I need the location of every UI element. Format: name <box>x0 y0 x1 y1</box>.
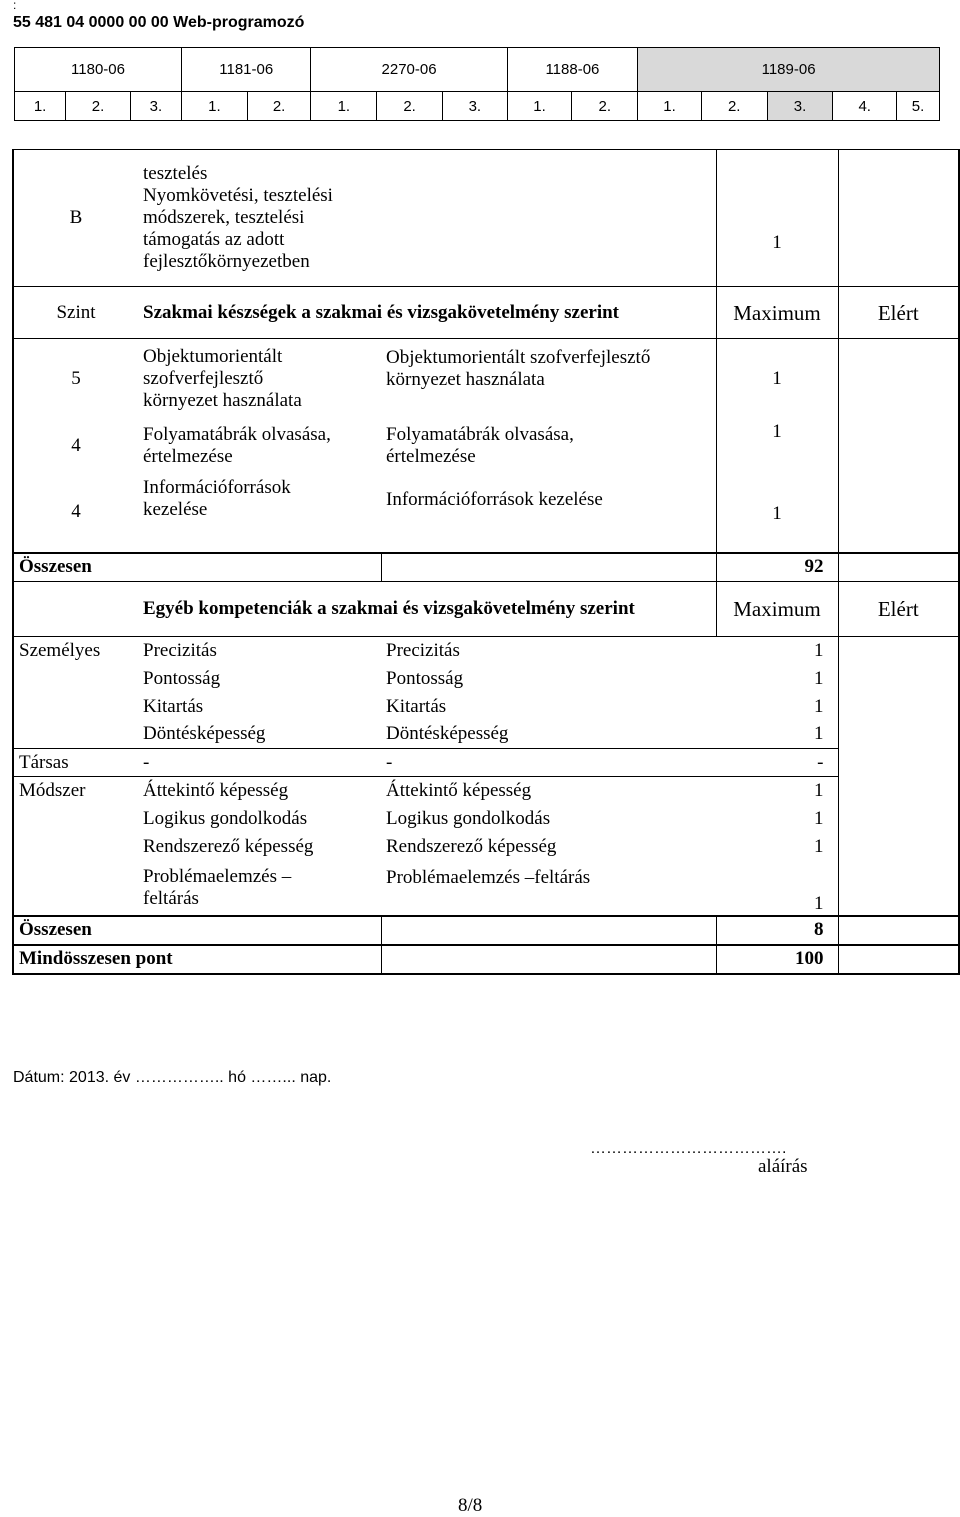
max-value: 1 <box>814 723 824 745</box>
achieved-cell <box>838 749 959 777</box>
skill-cell: Rendszerező képesség <box>143 835 314 857</box>
module-number: 2. <box>247 92 311 121</box>
total-spacer <box>381 945 716 974</box>
achieved-cell <box>838 833 959 861</box>
max-value: 1 <box>716 637 838 665</box>
skill-line: szofverfejlesztő <box>143 367 264 389</box>
skill-cell <box>138 419 381 473</box>
detail-line: értelmezése <box>386 445 476 467</box>
achieved-cell <box>838 916 959 945</box>
detail-cell <box>381 419 716 473</box>
category-cell <box>13 721 138 749</box>
maximum-header: Maximum <box>716 287 838 339</box>
total-label: Összesen <box>13 916 381 945</box>
module-number: 1. <box>507 92 572 121</box>
max-value: 1 <box>814 667 824 689</box>
module-code-table <box>14 47 940 121</box>
max-value: 1 <box>716 339 838 419</box>
achieved-cell <box>838 721 959 749</box>
max-value: 1 <box>716 777 838 805</box>
skill-cell <box>138 473 381 553</box>
category-cell <box>13 693 138 721</box>
skill-line: Problémaelemzés – <box>143 865 292 887</box>
skill-line: feltárás <box>143 887 199 909</box>
module-code: 1188-06 <box>507 48 637 92</box>
detail-cell: Döntésképesség <box>386 723 509 745</box>
skill-line: módszerek, tesztelési <box>143 207 305 228</box>
module-code-highlighted: 1189-06 <box>638 48 940 92</box>
achieved-header: Elért <box>838 287 959 339</box>
level-cell: 5 <box>13 339 138 419</box>
module-number: 1. <box>311 92 377 121</box>
skill-cell: Áttekintő képesség <box>138 777 381 805</box>
module-code: 2270-06 <box>311 48 507 92</box>
category-cell: Társas <box>13 749 138 777</box>
skill-line: környezet használata <box>143 389 302 411</box>
skill-line: fejlesztőkörnyezetben <box>143 251 310 272</box>
maximum-header: Maximum <box>716 582 838 637</box>
skill-cell: Pontosság <box>143 667 221 689</box>
module-number: 4. <box>833 92 897 121</box>
skill-line: tesztelés <box>143 163 208 184</box>
detail-line: Objektumorientált szofverfejlesztő <box>386 347 651 368</box>
category-cell: Módszer <box>13 777 138 805</box>
skill-line: Folyamatábrák olvasása, <box>143 423 331 445</box>
category-cell <box>13 861 138 916</box>
detail-cell: Pontosság <box>386 667 464 689</box>
max-value: 1 <box>814 807 824 829</box>
achieved-cell <box>838 665 959 693</box>
signature-line: ………………………………. <box>590 1140 787 1157</box>
total-label: Összesen <box>13 553 381 582</box>
module-code: 1180-06 <box>15 48 182 92</box>
date-line: Dátum: 2013. év …………….. hó ……... nap. <box>13 1069 332 1086</box>
module-number: 1. <box>15 92 66 121</box>
total-spacer <box>381 916 716 945</box>
skill-cell <box>138 861 381 916</box>
achieved-cell <box>838 861 959 916</box>
max-value: 1 <box>716 150 838 287</box>
section-title: Egyéb kompetenciák a szakmai és vizsgakövetelmény szerint <box>143 598 635 619</box>
category-cell <box>13 665 138 693</box>
achieved-cell <box>838 693 959 721</box>
page-number: 8/8 <box>458 1495 483 1516</box>
module-number: 3. <box>130 92 181 121</box>
skill-line: Objektumorientált <box>143 345 283 367</box>
achieved-cell <box>838 945 959 974</box>
skill-cell: Precizitás <box>138 637 381 665</box>
achieved-cell <box>838 637 959 665</box>
level-cell: B <box>13 150 138 287</box>
category-cell: Személyes <box>13 637 138 665</box>
max-value: - <box>716 749 838 777</box>
total-value: 92 <box>716 553 838 582</box>
detail-cell: Kitartás <box>386 695 447 717</box>
achieved-cell <box>838 805 959 833</box>
skill-line: kezelése <box>143 498 208 520</box>
detail-cell: Áttekintő képesség <box>381 777 716 805</box>
level-cell: 4 <box>13 419 138 473</box>
module-number: 1. <box>182 92 248 121</box>
total-spacer <box>381 553 716 582</box>
detail-cell: Problémaelemzés –feltárás <box>386 866 591 888</box>
skill-cell <box>138 339 381 419</box>
skill-line: Információforrások <box>143 476 291 498</box>
max-value: 1 <box>716 473 838 553</box>
module-number: 2. <box>66 92 131 121</box>
category-header <box>13 582 138 637</box>
skill-line: támogatás az adott <box>143 229 285 250</box>
skill-line: értelmezése <box>143 445 233 467</box>
max-value: 1 <box>814 695 824 717</box>
detail-cell: Rendszerező képesség <box>386 835 557 857</box>
skill-cell: Logikus gondolkodás <box>143 807 308 829</box>
header-colon: : <box>13 0 17 12</box>
achieved-cell <box>838 150 959 287</box>
achieved-cell <box>838 553 959 582</box>
module-number: 2. <box>572 92 638 121</box>
achieved-header: Elért <box>838 582 959 637</box>
max-value: 1 <box>814 835 824 857</box>
grand-total-label: Mindösszesen pont <box>13 945 381 974</box>
detail-line: környezet használata <box>386 369 545 390</box>
module-number: 3. <box>442 92 507 121</box>
signature-label: aláírás <box>758 1156 808 1177</box>
detail-line: Információforrások kezelése <box>386 488 603 510</box>
module-code: 1181-06 <box>182 48 311 92</box>
detail-line: Folyamatábrák olvasása, <box>386 423 574 445</box>
detail-cell: - <box>381 749 716 777</box>
skill-line: Nyomkövetési, tesztelési <box>143 185 333 206</box>
achieved-cell <box>838 339 959 419</box>
level-cell: 4 <box>13 473 138 553</box>
detail-cell: Precizitás <box>381 637 716 665</box>
max-value: 1 <box>716 419 838 473</box>
grand-total-value: 100 <box>716 945 838 974</box>
module-number: 2. <box>701 92 767 121</box>
module-number: 2. <box>377 92 443 121</box>
achieved-cell <box>838 473 959 553</box>
detail-cell <box>381 339 716 419</box>
skill-cell: Kitartás <box>143 695 204 717</box>
total-value: 8 <box>716 916 838 945</box>
skill-cell: Döntésképesség <box>143 723 266 745</box>
document-title: 55 481 04 0000 00 00 Web-programozó <box>13 14 305 31</box>
section-title: Szakmai készségek a szakmai és vizsgakövetelmény szerint <box>138 287 716 339</box>
category-cell <box>13 805 138 833</box>
skill-cell <box>138 150 716 287</box>
category-cell <box>13 833 138 861</box>
competency-table <box>12 149 960 975</box>
module-number: 1. <box>638 92 702 121</box>
max-value: 1 <box>814 892 824 914</box>
achieved-cell <box>838 419 959 473</box>
skill-cell: - <box>138 749 381 777</box>
achieved-cell <box>838 777 959 805</box>
level-header: Szint <box>13 287 138 339</box>
detail-cell: Logikus gondolkodás <box>386 807 551 829</box>
module-number: 5. <box>897 92 940 121</box>
module-number: 3. <box>767 92 833 121</box>
detail-cell <box>381 473 716 553</box>
